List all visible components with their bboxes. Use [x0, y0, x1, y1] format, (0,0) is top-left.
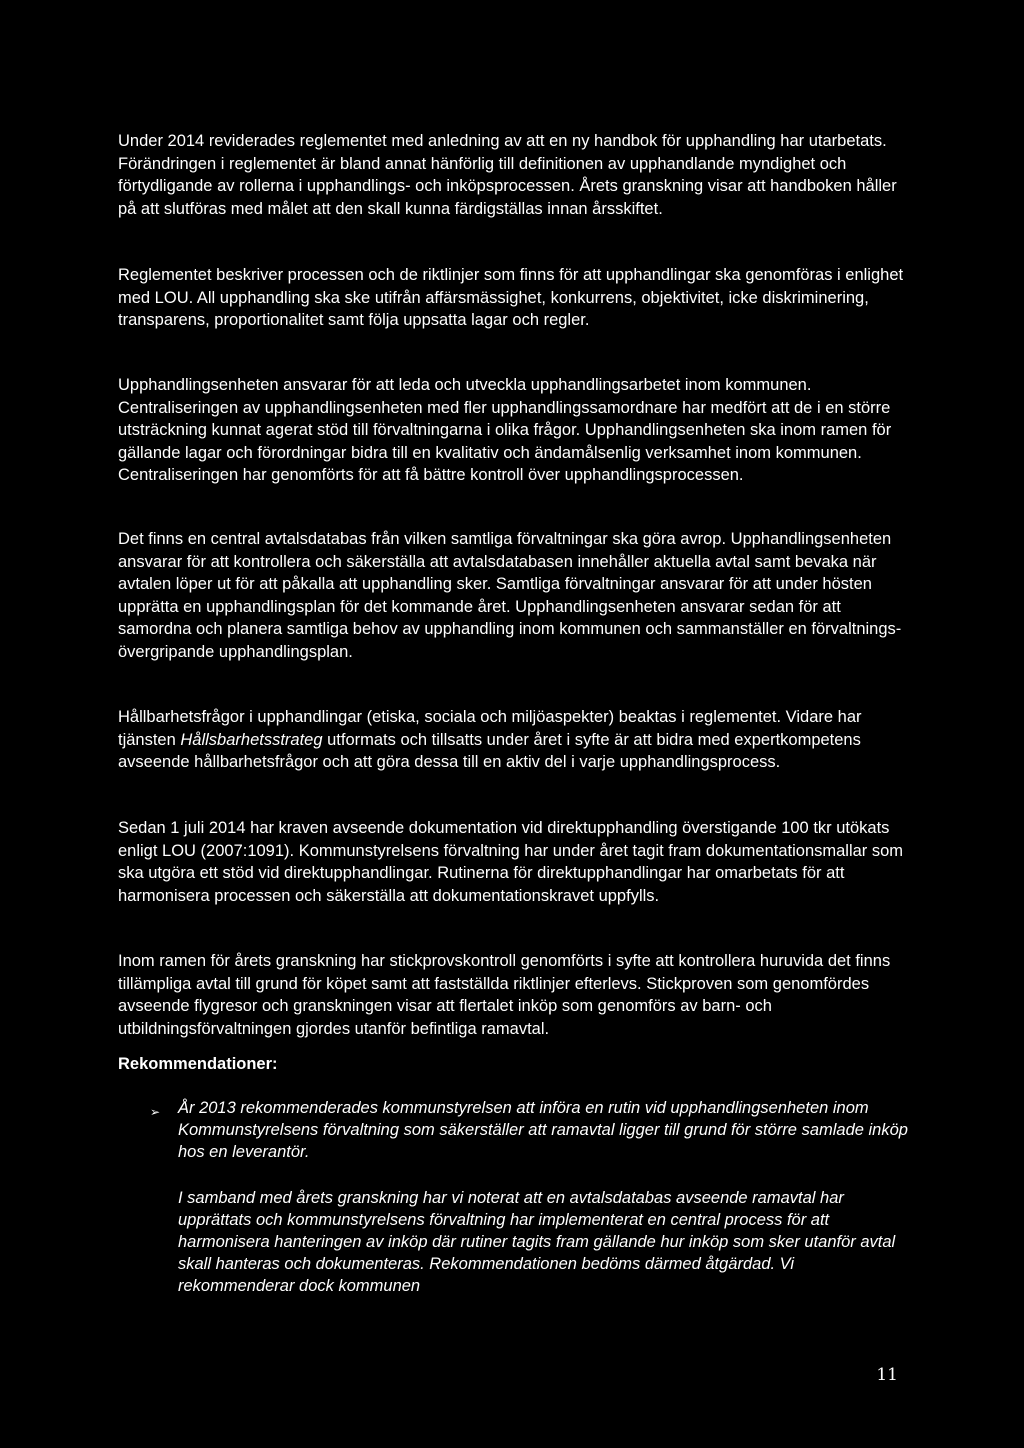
- paragraph-reglemente-revision: Under 2014 reviderades reglementet med anledning av att en ny handbok för upphandling har utarbetats. Förändringen i reglementet är bland annat hänförlig till definitionen av upphandlande myndighet och förtydligande av rollerna i upphandlings- och inköpsprocessen. Årets granskning visar att handboken håller på att slutföras med målet att den skall kunna färdigställas innan årsskiftet.: [118, 132, 897, 218]
- recommendation-item-followup: I samband med årets granskning har vi noterat att en avtalsdatabas avseende ramavtal har upprättats och kommunstyrelsens förvaltning har implementerat en central process för att harmonisera hanteringen av inköp där rutiner tagits fram gällande hur inköp som sker utanför avtal skall hanteras och dokumenteras. Rekommendationen bedöms därmed åtgärdad. Vi rekommenderar dock kommunen: [178, 1189, 896, 1295]
- hallbarhet-role-title: Hållsbarhetsstrateg: [180, 730, 323, 749]
- page-number: 11: [876, 1365, 898, 1385]
- paragraph-upphandlingsenheten: Upphandlingsenheten ansvarar för att leda och utveckla upphandlingsarbetet inom kommunen. Centraliseringen av upphandlingsenheten med fler upphandlingssamordnare har medfört att de i en större utsträckning kunnat agerat stöd till förvaltningarna i olika frågor. Upphandlingsenheten ska inom ramen för gällande lagar och förordningar bidra till en kvalitativ och ändamålsenlig verksamhet inom kommunen. Centraliseringen har genomförts för att få bättre kontroll över upphandlingsprocessen.: [118, 376, 892, 484]
- paragraph-direktupphandling: Sedan 1 juli 2014 har kraven avseende dokumentation vid direktupphandling överstigande 100 tkr utökats enligt LOU (2007:1091). Kommunstyrelsens förvaltning har under året tagit fram dokumentationsmallar som ska utgöra ett stöd vid direktupphandlingar. Rutinerna för direktupphandlingar har omarbetats för att harmonisera processen och säkerställa att dokumentationskravet uppfylls.: [118, 819, 904, 905]
- recommendations-heading: Rekommendationer:: [118, 1055, 278, 1073]
- recommendation-item-2013: År 2013 rekommenderades kommunstyrelsen att införa en rutin vid upphandlingsenheten inom Kommunstyrelsens förvaltning som säkerställer att ramavtal ligger till grund för större samlade inköp hos en leverantör.: [178, 1099, 908, 1161]
- arrow-bullet-icon: ➢: [150, 1105, 161, 1119]
- paragraph-avtalsdatabas: Det finns en central avtalsdatabas från vilken samtliga förvaltningar ska göra avrop. Upphandlingsenheten ansvarar för att kontrollera och säkerställa att avtalsdatabasen innehåller aktuella avtal samt bevaka när avtalen löper ut för att påkalla att upphandling sker. Samtliga förvaltningar ansvarar för att under hösten upprätta en upphandlingsplan för det kommande året. Upphandlingsenheten ansvarar sedan för att samordna och planera samtliga behov av upphandling inom kommunen och sammanställer en förvaltnings-övergripande upphandlingsplan.: [118, 530, 902, 661]
- paragraph-hallbarhet: [118, 706, 908, 774]
- paragraph-stickprov: Inom ramen för årets granskning har stickprovskontroll genomförts i syfte att kontrollera huruvida det finns tillämpliga avtal till grund för köpet samt att fastställda riktlinjer efterlevs. Stickproven som genomfördes avseende flygresor och granskningen visar att flertalet inköp som genomförs av barn- och utbildningsförvaltningen gjordes utanför befintliga ramavtal.: [118, 952, 891, 1038]
- hallbarhet-text-after: utformats och tillsatts under året i syfte är att bidra med expertkompetens avseende hållbarhetsfrågor och att göra dessa till en aktiv del i varje upphandlingsprocess.: [118, 730, 861, 771]
- paragraph-reglemente-process: Reglementet beskriver processen och de riktlinjer som finns för att upphandlingar ska genomföras i enlighet med LOU. All upphandling ska ske utifrån affärsmässighet, konkurrens, objektivitet, icke diskriminering, transparens, proportionalitet samt följa uppsatta lagar och regler.: [118, 266, 904, 329]
- hallbarhet-text-before: Hållbarhetsfrågor i upphandlingar (etiska, sociala och miljöaspekter) beaktas i reglementet. Vidare har tjänsten: [118, 708, 862, 749]
